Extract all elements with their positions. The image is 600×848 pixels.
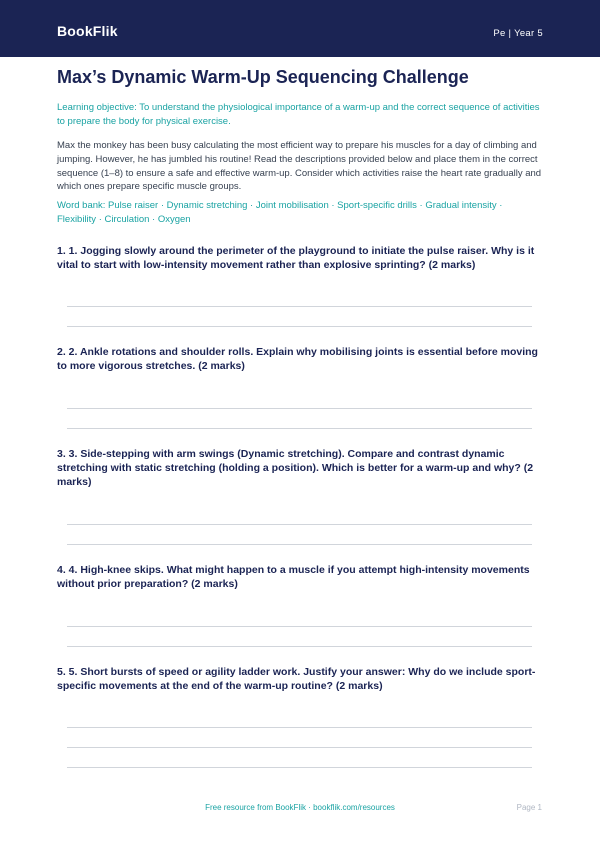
question-2: 2. 2. Ankle rotations and shoulder rolls. Explain why mobilising joints is essential before moving to more vigorous stretches. (2 marks): [57, 346, 538, 372]
answer-line[interactable]: [67, 544, 532, 545]
answer-line[interactable]: [67, 767, 532, 768]
answer-line[interactable]: [67, 306, 532, 307]
question-4: 4. 4. High-knee skips. What might happen to a muscle if you attempt high-intensity movements without prior preparation? (2 marks): [57, 564, 530, 590]
learning-objective: Learning objective: To understand the physiological importance of a warm-up and the correct sequence of activities to prepare the body for physical exercise.: [57, 102, 540, 127]
answer-line[interactable]: [67, 428, 532, 429]
footer-source-link[interactable]: Free resource from BookFlik · bookflik.com/resources: [205, 803, 395, 812]
answer-line[interactable]: [67, 747, 532, 748]
answer-line[interactable]: [67, 646, 532, 647]
word-bank: Word bank: Pulse raiser · Dynamic stretching · Joint mobilisation · Sport-specific drills · Gradual intensity · Flexibility · Circulation · Oxygen: [57, 200, 503, 225]
brand-logo[interactable]: BookFlik: [57, 23, 118, 39]
subject-year-tag: Pe | Year 5: [493, 28, 543, 39]
question-3: 3. 3. Side-stepping with arm swings (Dynamic stretching). Compare and contrast dynamic stretching with static stretching (holding a position). Which is better for a warm-up and why? (2 marks): [57, 448, 534, 488]
worksheet-title: Max’s Dynamic Warm-Up Sequencing Challenge: [57, 67, 469, 87]
page-header: [0, 0, 600, 57]
answer-line[interactable]: [67, 408, 532, 409]
answer-line[interactable]: [67, 326, 532, 327]
answer-line[interactable]: [67, 727, 532, 728]
intro-paragraph: Max the monkey has been busy calculating the most efficient way to prepare his muscles for a day of climbing and jumping. However, he has jumbled his routine! Read the descriptions provided below and place them in the correct sequence (1–8) to ensure a safe and effective warm-up. Consider which activities raise the heart rate gradually and which ones prepare specific muscle groups.: [57, 140, 542, 193]
question-5: 5. 5. Short bursts of speed or agility ladder work. Justify your answer: Why do we include sport-specific movements at the end of the warm-up routine? (2 marks): [57, 666, 536, 692]
answer-line[interactable]: [67, 626, 532, 627]
page-number: Page 1: [516, 803, 542, 812]
question-1: 1. 1. Jogging slowly around the perimeter of the playground to initiate the pulse raiser. Why is it vital to start with low-intensity movement rather than explosive sprinting? (2 marks): [57, 245, 535, 271]
answer-line[interactable]: [67, 524, 532, 525]
